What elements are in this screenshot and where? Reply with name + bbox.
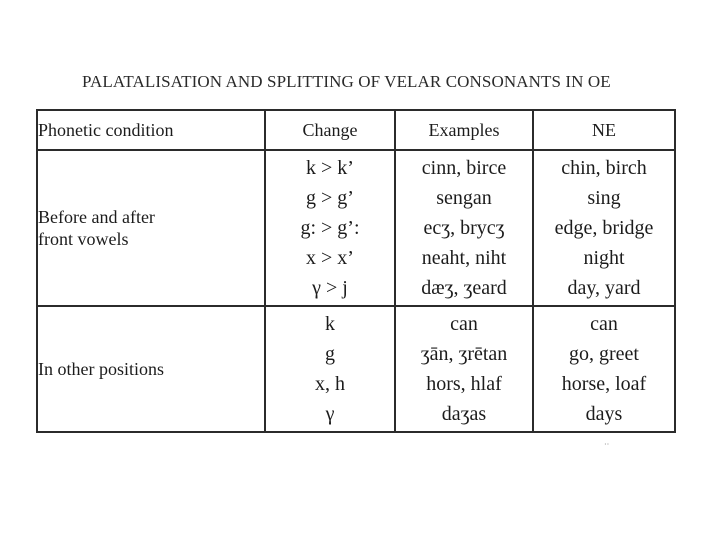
condition-cell [37, 306, 265, 432]
examples-cell [395, 306, 533, 432]
ne-item: days [585, 403, 623, 425]
ne-item: edge, bridge [554, 217, 654, 239]
ne-item: go, greet [569, 343, 639, 365]
change-cell [265, 306, 395, 432]
scan-speck: ·· [604, 440, 610, 449]
ne-item: day, yard [567, 277, 641, 299]
example-item: sengan [436, 187, 492, 209]
condition-line: Before and after [38, 207, 155, 227]
change-item: x > x’ [306, 247, 354, 269]
change-item: g: > g’: [300, 217, 360, 239]
ne-cell [533, 306, 675, 432]
change-item: γ [325, 403, 335, 425]
example-item: ʒān, ʒrētan [420, 343, 508, 365]
change-item: k [325, 313, 335, 335]
header-change: Change [265, 110, 395, 150]
change-cell [265, 150, 395, 306]
example-item: ecʒ, brycʒ [423, 217, 505, 239]
change-item: k > k’ [306, 157, 354, 179]
ne-item: horse, loaf [561, 373, 647, 395]
ne-item: chin, birch [561, 157, 647, 179]
change-item: g > g’ [306, 187, 354, 209]
table-row [37, 306, 675, 432]
ne-cell [533, 150, 675, 306]
header-phonetic-condition: Phonetic condition [37, 110, 265, 150]
example-item: can [450, 313, 478, 335]
ne-item: can [590, 313, 618, 335]
example-item: daʒas [441, 403, 487, 425]
change-item: γ > j [312, 277, 348, 299]
header-ne: NE [533, 110, 675, 150]
table-header-row [37, 110, 675, 150]
ne-item: sing [587, 187, 621, 209]
example-item: hors, hlaf [426, 373, 502, 395]
change-item: x, h [315, 373, 345, 395]
change-item: g [325, 343, 335, 365]
examples-cell [395, 150, 533, 306]
document-title: PALATALISATION AND SPLITTING OF VELAR CONSONANTS IN OE [82, 72, 611, 91]
condition-line: In other positions [38, 359, 164, 379]
velar-consonants-table [36, 109, 676, 433]
example-item: dæʒ, ʒeard [421, 277, 507, 299]
header-examples: Examples [395, 110, 533, 150]
table-row [37, 150, 675, 306]
ne-item: night [583, 247, 625, 269]
example-item: neaht, niht [421, 247, 507, 269]
example-item: cinn, birce [421, 157, 507, 179]
condition-line: front vowels [38, 229, 129, 249]
condition-cell [37, 150, 265, 306]
